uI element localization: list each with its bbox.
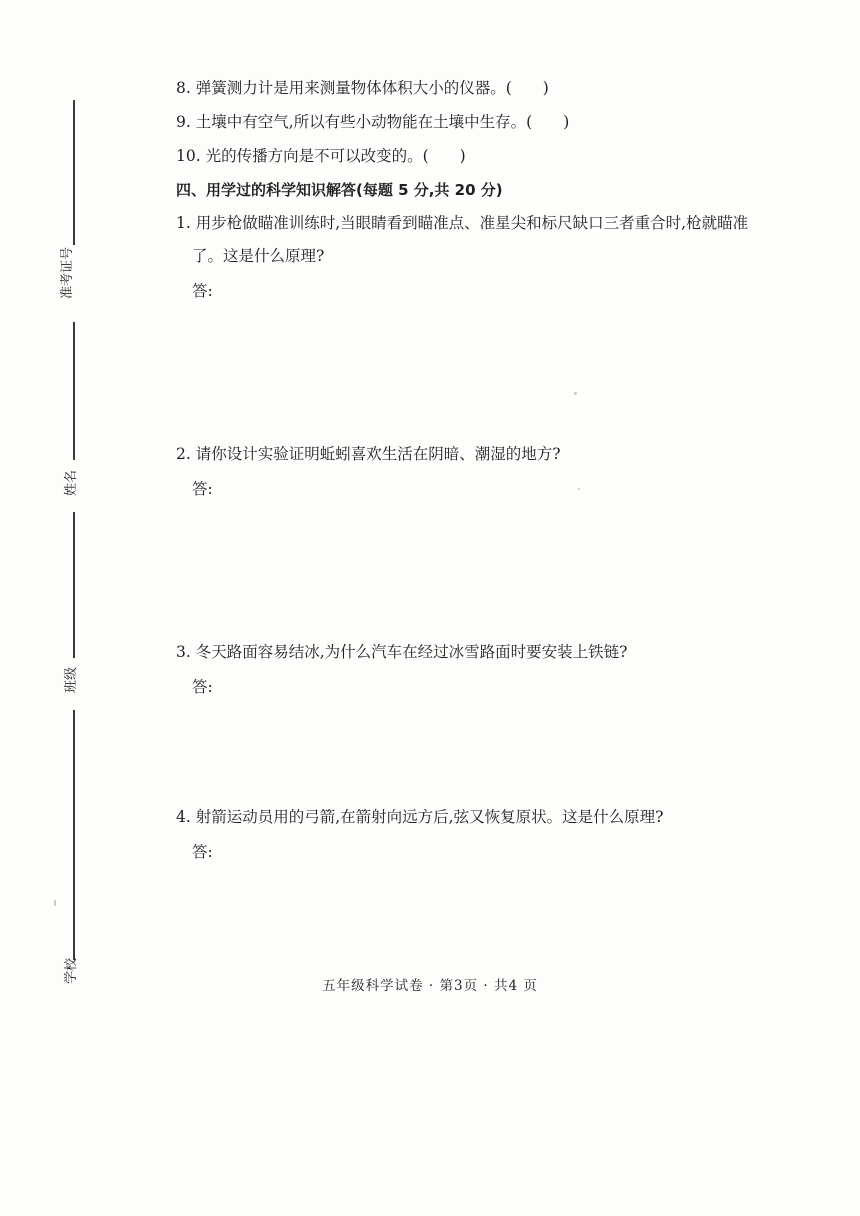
school-label: 学校 (64, 957, 80, 985)
name-label: 姓名 (64, 469, 80, 497)
class-label: 班级 (64, 666, 80, 694)
answer-label-3: 答: (192, 678, 213, 696)
answer-label-1: 答: (192, 282, 213, 300)
question-4-2: 2. 请你设计实验证明蚯蚓喜欢生活在阴暗、潮湿的地方? (176, 445, 561, 463)
question-4-3: 3. 冬天路面容易结冰,为什么汽车在经过冰雪路面时要安装上铁链? (176, 643, 628, 661)
section-4-heading: 四、用学过的科学知识解答(每题 5 分,共 20 分) (176, 181, 503, 199)
admission-number-label: 准考证号 (60, 246, 76, 300)
answer-label-2: 答: (192, 480, 213, 498)
margin-rule-4 (73, 710, 75, 960)
question-10: 10. 光的传播方向是不可以改变的。( ) (176, 147, 466, 165)
question-8: 8. 弹簧测力计是用来测量物体体积大小的仪器。( ) (176, 79, 549, 97)
scan-speck (578, 488, 580, 490)
page-footer: 五年级科学试卷 · 第3页 · 共4 页 (322, 978, 538, 994)
question-4-4: 4. 射箭运动员用的弓箭,在箭射向远方后,弦又恢复原状。这是什么原理? (176, 808, 664, 826)
scan-speck (54, 900, 56, 906)
answer-label-4: 答: (192, 843, 213, 861)
margin-rule-1 (73, 100, 75, 245)
question-4-1-line-2: 了。这是什么原理? (192, 247, 325, 265)
margin-rule-3 (73, 512, 75, 658)
scan-speck (574, 392, 577, 395)
question-9: 9. 土壤中有空气,所以有些小动物能在土壤中生存。( ) (176, 113, 570, 131)
margin-rule-2 (73, 322, 75, 460)
question-4-1-line-1: 1. 用步枪做瞄准训练时,当眼睛看到瞄准点、准星尖和标尺缺口三者重合时,枪就瞄准 (176, 214, 749, 232)
